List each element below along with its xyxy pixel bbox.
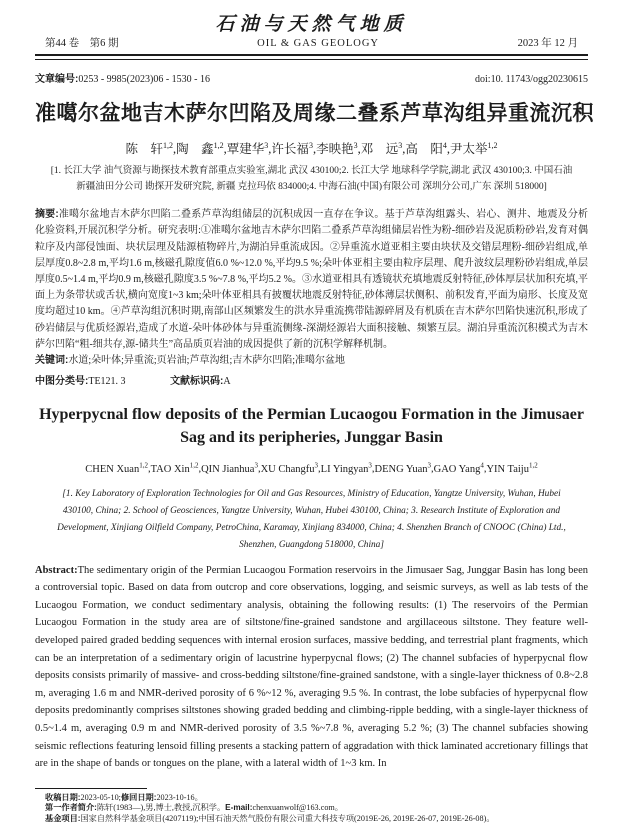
footnote-block bbox=[35, 788, 588, 824]
article-number-label: 文章编号: bbox=[35, 74, 79, 85]
header-double-rule bbox=[35, 54, 588, 60]
author: GAO Yang$^4$ bbox=[433, 461, 484, 475]
affiliations-cn bbox=[35, 164, 588, 195]
footnote-label: 基金项目: bbox=[45, 813, 81, 823]
article-title-en-line2: Sag and its peripheries, Junggar Basin bbox=[180, 429, 443, 447]
keywords-cn-text: 水道;朵叶体;异重流;页岩油;芦草沟组;吉木萨尔凹陷;准噶尔盆地 bbox=[68, 354, 346, 366]
author-separator: , bbox=[402, 142, 406, 157]
article-number: 文章编号:0253 - 9985(2023)06 - 1530 - 16 bbox=[35, 74, 210, 85]
footnote-label: E-mail: bbox=[225, 803, 253, 813]
abstract-en bbox=[35, 562, 588, 773]
author-separator: , bbox=[357, 142, 361, 157]
author-separator: , bbox=[147, 463, 151, 475]
author: 许长福$^3$ bbox=[271, 141, 313, 157]
author: 尹太举$^{1,2}$ bbox=[449, 141, 498, 157]
author-separator: , bbox=[318, 463, 321, 475]
footnote-label: 收稿日期: bbox=[45, 792, 81, 802]
keywords-cn bbox=[35, 353, 588, 369]
clc-value: TE121. 3 bbox=[88, 376, 126, 388]
affiliation-line: [1. 长江大学 油气资源与勘探技术教育部重点实验室,湖北 武汉 430100;2. 长江大学 地球科学学院,湖北 武汉 430100;3. 中国石油 bbox=[50, 166, 573, 177]
affiliation-line: Development, Xinjiang Oilfield Company, PetroChina, Karamay, Xinjiang 834000, China; 4. Shenzhen Branch of CNOOC (China) Ltd., bbox=[57, 522, 566, 533]
author-separator: , bbox=[446, 142, 450, 157]
affiliations-en bbox=[35, 486, 588, 554]
doc-code-value: A bbox=[223, 376, 231, 388]
author: QIN Jianhua$^3$ bbox=[201, 461, 258, 475]
footnote-line-funding bbox=[35, 814, 588, 824]
author: 覃建华$^3$ bbox=[226, 141, 269, 157]
author: 李映艳$^3$ bbox=[316, 141, 358, 157]
clc-label: 中图分类号: bbox=[35, 376, 89, 388]
author: XU Changfu$^3$ bbox=[260, 461, 319, 475]
keywords-cn-label: 关键词: bbox=[35, 354, 69, 366]
footnote-label: 修回日期: bbox=[120, 792, 157, 802]
doc-code-label: 文献标识码: bbox=[170, 376, 224, 388]
footnote-text: 国家自然科学基金项目(4207119);中国石油天然气股份有限公司重大科技专项(2019E-26, 2019E-26-07, 2019E-26-08)。 bbox=[80, 813, 495, 823]
author-separator: , bbox=[483, 463, 487, 475]
authors-en bbox=[35, 457, 588, 478]
journal-header-row bbox=[35, 37, 588, 51]
author-separator: , bbox=[268, 142, 272, 157]
author-separator: , bbox=[371, 463, 375, 475]
author-separator: , bbox=[431, 463, 434, 475]
footnote-text: 2023-10-16。 bbox=[156, 792, 203, 802]
abstract-cn bbox=[35, 207, 588, 353]
journal-logo-calligraphy: 石油与天然气地质 bbox=[215, 13, 408, 35]
issue-date: 2023 年 12 月 bbox=[517, 38, 578, 49]
abstract-cn-text: 准噶尔盆地吉木萨尔凹陷二叠系芦草沟组储层的沉积成因一直存在争议。基于芦草沟组露头、岩心、测井、地震及分析化验资料,开展沉积学分析。研究表明:①准噶尔盆地吉木萨尔凹陷二叠系芦草沟组储层岩性为粉-细砂岩及泥质粉砂岩,发育对偶粒序及内部侵蚀面、块状层理及陆源植物碎片,为湖泊异重流成因。②异重流水道亚相主要由块状及交错层理粉-细砂岩组成,单层厚度0.8~2.8 m,平均1.6 m,核磁孔隙度值6.0 %~12.0 %,平均9.5 %;朵叶体亚相主要由粒序层理、爬升波纹层理粉砂岩组成,单层厚度0.5~1.4 m,平均0.9 m,核磁孔隙度3.5 %~7.8 %,平均5.2 %。③水道亚相具有透镜状充填地震反射特征,砂体厚层状加积充填,平面上为条带状或舌状,横向宽度1~3 km;朵叶体亚相具有披覆状地震反射特征,砂体薄层状侧积、前积发育,平面为扇形、长度及宽度均超过10 km。④芦草沟组沉积时期,南部山区频繁发生的洪水异重流携带陆源碎屑及有机质在吉木萨尔凹陷快速沉积,形成了砂岩储层与优质烃源岩,造成了水道-朵叶体砂体与异重流侧缘-深湖烃源岩大面积接触、频繁互层。湖泊异重流沉积模式为吉木萨尔凹陷“粗-细共存,源-储共生”高品质页岩油的成因提供了新的沉积学解释机制。 bbox=[35, 209, 589, 350]
footnote-line-author-bio bbox=[35, 803, 588, 813]
affiliation-line: Shenzhen, Guangdong 518000, China] bbox=[239, 539, 384, 550]
volume-issue: 第44 卷 第6 期 bbox=[45, 38, 119, 49]
article-title-en bbox=[35, 403, 588, 449]
footnote-text: 陈轩(1983—),男,博士,教授,沉积学。 bbox=[96, 803, 226, 813]
author: 邓 远$^3$ bbox=[360, 141, 403, 157]
abstract-cn-label: 摘要: bbox=[35, 209, 59, 221]
author: DENG Yuan$^3$ bbox=[374, 461, 432, 475]
article-meta-row bbox=[35, 70, 588, 85]
affiliation-line: 新疆油田分公司 勘探开发研究院, 新疆 克拉玛依 834000;4. 中海石油(中国)有限公司 深圳分公司,广东 深圳 518000] bbox=[76, 181, 547, 192]
author-separator: , bbox=[223, 142, 227, 157]
author-separator: , bbox=[173, 142, 177, 157]
clc-row bbox=[35, 375, 588, 389]
footnote-line-received bbox=[35, 793, 588, 803]
author: TAO Xin$^{1,2}$ bbox=[150, 461, 199, 475]
affiliation-line: 430100, China; 2. School of Geosciences, Yangtze University, Wuhan, Hubei 430100, China; 3. Research Institute of Exploration and bbox=[62, 505, 561, 516]
author: 陈 轩$^{1,2}$ bbox=[125, 141, 174, 157]
author: LI Yingyan$^3$ bbox=[320, 461, 372, 475]
author: CHEN Xuan$^{1,2}$ bbox=[85, 461, 148, 475]
author-separator: , bbox=[257, 463, 261, 475]
abstract-en-label: Abstract: bbox=[35, 564, 78, 576]
author-separator: , bbox=[312, 142, 317, 157]
authors-cn bbox=[35, 137, 588, 158]
footnote-text: chenxuanwolf@163.com。 bbox=[252, 803, 343, 813]
footnote-text: 2023-05-10; bbox=[80, 792, 121, 802]
abstract-en-text: The sedimentary origin of the Permian Lucaogou Formation reservoirs in the Jimusaer Sag, Junggar Basin has long been a controversial topic. Based on data from outcrop and core observations, logging, and seismic surveys, as well as lab tests of the Lucaogou Formation, we conduct sedimentary analysis, obtaining the following results: (1) The reservoirs of the Permian Lucaogou Formation in the study area are of siltstone/fine-grained sandstone and argillaceous siltstone. They feature well-developed paired graded bedding sequences with internal erosion surfaces, massive bedding, and terrestrial plant fragments, which can be an interpretation of a sedimentary origin of lacustrine hyperpycnal flows; (2) The channel subfacies of hyperpycnal flow deposits consists primarily of massive- and cross-bedding siltstone/fine-grained sandstone, with a single-layer thickness of 0.8~2.8 m, averaging 1.6 m and NMR-derived porosity of 6 %~12 %, averaging 9.5 %. In contrast, the lobe subfacies of hyperpycnal flow deposits predominantly comprises siltstones showing graded bedding and climbing-ripple bedding, with a single-layer thickness of 0.5~1.4 m, averaging 0.9 m and NMR-derived porosity of 3.5 %~7.8 %, averaging 5.2 %; (3) The channel subfacies showing seismic reflections featuring lensoid filling presents a stacking pattern of aggradation with thick laminated accretionary fillings that are in the shape of bands or tongues on the plane, with a lateral width of 1~3 km. In bbox=[35, 564, 588, 770]
doi: doi:10. 11743/ogg20230615 bbox=[475, 74, 588, 85]
footnote-label: 第一作者简介: bbox=[45, 803, 97, 813]
article-title-cn: 准噶尔盆地吉木萨尔凹陷及周缘二叠系芦草沟组异重流沉积 bbox=[35, 102, 594, 125]
author: 陶 鑫$^{1,2}$ bbox=[176, 141, 224, 157]
journal-name-en: OIL & GAS GEOLOGY bbox=[257, 38, 380, 49]
author-separator: , bbox=[198, 463, 202, 475]
affiliation-line: [1. Key Laboratory of Exploration Technologies for Oil and Gas Resources, Ministry of Education, Yangtze University, Wuhan, Hubei bbox=[62, 488, 561, 499]
author: YIN Taiju$^{1,2}$ bbox=[486, 461, 538, 475]
author: 高 阳$^4$ bbox=[405, 141, 447, 157]
article-title-en-line1: Hyperpycnal flow deposits of the Permian Lucaogou Formation in the Jimusaer bbox=[39, 406, 584, 424]
footnote-rule bbox=[35, 788, 147, 789]
